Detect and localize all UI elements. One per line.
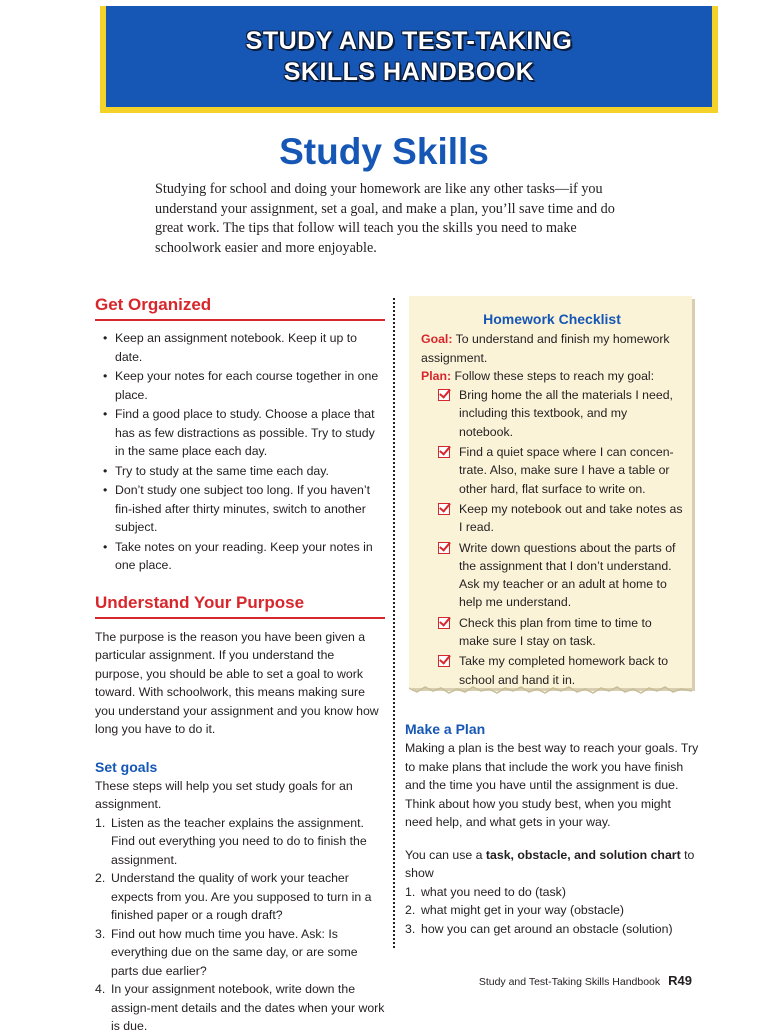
checklist-goal	[421, 330, 683, 367]
understand-purpose-heading: Understand Your Purpose	[95, 591, 385, 619]
checkbox-checked-icon	[438, 617, 450, 629]
set-goals-heading: Set goals	[95, 758, 158, 775]
list-item	[421, 386, 683, 441]
homework-checklist-box	[409, 296, 692, 688]
step-number: 3.	[95, 926, 106, 941]
plan-label: Plan:	[421, 368, 452, 383]
checklist-item-text: Check this plan from time to time to make sure I stay on task.	[459, 615, 652, 649]
list-item	[95, 814, 385, 870]
torn-edge	[409, 686, 692, 694]
step-number: 2.	[95, 871, 106, 885]
list-item	[421, 652, 683, 689]
list-item: • Keep your notes for each course together in one place.	[115, 367, 385, 404]
page-number: R49	[668, 973, 692, 988]
list-item: • Take notes on your reading. Keep your notes in one place.	[115, 538, 385, 575]
list-item: • Find a good place to study. Choose a place that has as few distractions as possible. Try to study in the same place each day.	[115, 405, 385, 461]
list-item	[421, 500, 683, 537]
homework-checklist	[421, 310, 683, 691]
goal-label: Goal:	[421, 332, 453, 347]
list-item	[421, 614, 683, 651]
chart-suffix: to show	[405, 847, 695, 880]
checklist-item-text: Write down questions about the parts of the assignment that I don’t understand. Ask my teacher or an adult at home to help me understand.	[459, 540, 676, 610]
step-text: Find out how much time you have. Ask: Is everything due on the same day, or are some parts due earlier?	[111, 926, 358, 978]
checkbox-checked-icon	[438, 446, 450, 458]
chart-bold: task, obstacle, and solution chart	[485, 847, 681, 862]
chart-prefix: You can use a	[405, 847, 486, 862]
step-number: 3.	[405, 921, 416, 936]
set-goals-steps	[95, 814, 385, 1036]
list-item	[421, 443, 683, 498]
intro-paragraph: Studying for school and doing your homework are like any other tasks—if you understand your assignment, set a goal, and make a plan, you’ll save time and do great work. The tips that follow will teach you the skills you need to make schoolwork easier and more enjoyable.	[155, 181, 615, 256]
right-column	[405, 719, 700, 938]
checklist-item-text: Keep my notebook out and take notes as I read.	[459, 501, 683, 535]
column-divider	[393, 298, 395, 948]
list-item: • Keep an assignment notebook. Keep it up to date.	[115, 329, 385, 366]
page-title: Study Skills	[279, 131, 489, 172]
banner-title-line-1: STUDY AND TEST-TAKING	[245, 26, 573, 55]
step-text: Listen as the teacher explains the assignment. Find out everything you need to do to finish the assignment.	[111, 815, 367, 867]
make-plan-steps	[405, 883, 700, 939]
banner-panel	[106, 6, 712, 107]
list-item	[95, 925, 385, 981]
step-text: what you need to do (task)	[421, 884, 566, 899]
checklist-title: Homework Checklist	[483, 311, 621, 327]
step-text: what might get in your way (obstacle)	[421, 903, 624, 917]
step-text: In your assignment notebook, write down the assign-ment details and the dates when your work is due.	[111, 982, 385, 1033]
list-item	[405, 901, 700, 920]
make-plan-chart-line	[405, 846, 700, 883]
handbook-banner	[100, 6, 718, 113]
checkbox-checked-icon	[438, 655, 450, 667]
step-text: Understand the quality of work your teacher expects from you. Are you supposed to turn in a finished paper or a rough draft?	[111, 871, 372, 922]
step-number: 1.	[405, 884, 416, 899]
left-column	[95, 293, 385, 1036]
checklist-items	[421, 386, 683, 689]
step-number: 2.	[405, 903, 416, 917]
get-organized-heading: Get Organized	[95, 293, 385, 321]
step-number: 1.	[95, 815, 106, 830]
checklist-plan	[421, 367, 683, 385]
checkbox-checked-icon	[438, 503, 450, 515]
make-plan-text: Making a plan is the best way to reach your goals. Try to make plans that include the work you have finish and the time you have until the assignment is due. Think about how you study best, when you might need help, and what gets in your way.	[405, 741, 699, 829]
list-item	[405, 920, 700, 939]
running-title: Study and Test-Taking Skills Handbook	[478, 976, 661, 988]
banner-title-line-2: SKILLS HANDBOOK	[283, 57, 535, 86]
plan-text: Follow these steps to reach my goal:	[451, 368, 655, 383]
checklist-item-text: Find a quiet space where I can concen-trate. Also, make sure I have a table or other hard, flat surface to write on.	[459, 445, 674, 496]
list-item: • Don’t study one subject too long. If you haven’t fin-ished after thirty minutes, switch to another subject.	[115, 481, 385, 537]
get-organized-list	[95, 329, 385, 575]
banner-title	[246, 26, 573, 88]
list-item	[405, 883, 700, 902]
checklist-item-text: Take my completed homework back to school and hand it in.	[459, 654, 669, 687]
checkbox-checked-icon	[438, 542, 450, 554]
step-text: how you can get around an obstacle (solution)	[421, 921, 673, 936]
set-goals-intro: These steps will help you set study goals for an assignment.	[95, 778, 353, 811]
understand-purpose-text: The purpose is the reason you have been given a particular assignment. If you understand the purpose, you should be able to set a goal to work toward. With schoolwork, this means making sure you understand your assignment and you know how long you have to do it.	[95, 629, 379, 736]
checkbox-checked-icon	[438, 389, 450, 401]
goal-text: To understand and finish my homework assignment.	[421, 332, 670, 365]
step-number: 4.	[95, 982, 106, 996]
page-footer	[479, 973, 692, 988]
list-item	[421, 539, 683, 612]
list-item	[95, 869, 385, 925]
list-item	[95, 980, 385, 1036]
make-plan-heading: Make a Plan	[405, 721, 486, 737]
list-item: • Try to study at the same time each day.	[115, 462, 385, 481]
checklist-item-text: Bring home the all the materials I need, including this textbook, and my notebook.	[459, 388, 673, 439]
